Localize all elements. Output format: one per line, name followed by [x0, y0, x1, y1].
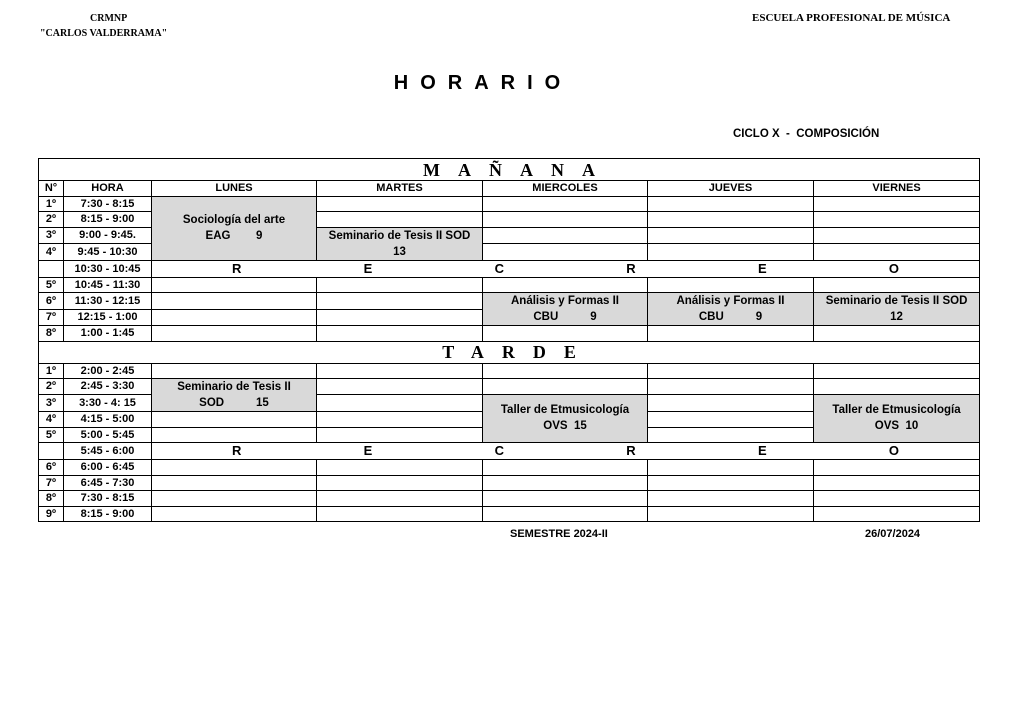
col-header-viernes: VIERNES: [814, 181, 980, 197]
class-miercoles-morning: [483, 293, 648, 326]
empty-cell: [483, 460, 648, 476]
page-title: HORARIO: [393, 72, 573, 94]
empty-cell: [814, 326, 980, 342]
period-number: [39, 260, 64, 277]
period-time: 10:45 - 11:30: [64, 277, 152, 293]
class-name: Seminario de Tesis II: [177, 381, 291, 393]
col-header-jueves: JUEVES: [648, 181, 814, 197]
table-row: [39, 363, 980, 379]
period-time: 6:45 - 7:30: [64, 475, 152, 491]
class-viernes-morning: [814, 293, 980, 326]
empty-cell: [483, 227, 648, 244]
period-time: 12:15 - 1:00: [64, 309, 152, 326]
empty-cell: [483, 326, 648, 342]
period-number: 6º: [39, 293, 64, 310]
empty-cell: [317, 412, 483, 428]
col-header-martes: MARTES: [317, 181, 483, 197]
period-time: 1:00 - 1:45: [64, 326, 152, 342]
period-number: 8º: [39, 491, 64, 507]
recreo-letter: E: [363, 260, 373, 276]
date-label: 26/07/2024: [865, 528, 921, 540]
period-time: 5:00 - 5:45: [64, 427, 152, 443]
empty-cell: [814, 491, 980, 507]
empty-cell: [483, 277, 648, 293]
empty-cell: [483, 244, 648, 261]
period-number: 8º: [39, 326, 64, 342]
recreo-letter: C: [494, 443, 505, 458]
period-time: 8:15 - 9:00: [64, 212, 152, 228]
period-number: 1º: [39, 196, 64, 212]
recreo-label: [152, 443, 980, 460]
table-row: [39, 196, 980, 212]
period-number: 6º: [39, 460, 64, 476]
empty-cell: [152, 475, 317, 491]
empty-cell: [648, 326, 814, 342]
period-number: 7º: [39, 309, 64, 326]
empty-cell: [152, 309, 317, 326]
recreo-letter: R: [626, 260, 636, 276]
period-time: 9:00 - 9:45.: [64, 227, 152, 244]
period-time: 11:30 - 12:15: [64, 293, 152, 310]
class-name: Sociología del arte: [182, 214, 286, 226]
empty-cell: [483, 491, 648, 507]
table-row: [39, 379, 980, 395]
empty-cell: [814, 212, 980, 228]
class-martes-morning: [317, 227, 483, 260]
empty-cell: [317, 475, 483, 491]
recreo-letter: R: [626, 443, 636, 458]
period-number: 7º: [39, 475, 64, 491]
period-number: 3º: [39, 394, 64, 412]
class-name: Taller de Etmusicología: [832, 404, 961, 417]
cycle-label: CICLO X - COMPOSICIÓN: [733, 128, 880, 140]
col-header-number: N°: [39, 181, 64, 197]
school-name: ESCUELA PROFESIONAL DE MÚSICA: [752, 12, 951, 24]
empty-cell: [152, 491, 317, 507]
period-number: 1º: [39, 363, 64, 379]
period-number: 5º: [39, 427, 64, 443]
recreo-letter: R: [232, 443, 242, 458]
period-time: 9:45 - 10:30: [64, 244, 152, 261]
empty-cell: [648, 363, 814, 379]
empty-cell: [814, 363, 980, 379]
org-name: CRMNP: [90, 13, 128, 24]
empty-cell: [483, 506, 648, 522]
empty-cell: [648, 379, 814, 395]
empty-cell: [648, 475, 814, 491]
morning-section-label: MAÑANA: [39, 159, 980, 181]
period-time: 8:15 - 9:00: [64, 506, 152, 522]
period-time: 7:30 - 8:15: [64, 491, 152, 507]
empty-cell: [648, 412, 814, 428]
empty-cell: [648, 212, 814, 228]
class-lunes-afternoon: [152, 379, 317, 412]
class-code: OVS 15: [543, 420, 587, 433]
class-lunes-morning: [152, 196, 317, 260]
recreo-letter: O: [888, 443, 900, 458]
empty-cell: [152, 460, 317, 476]
class-code: SOD 15: [199, 397, 269, 409]
class-code: 13: [393, 245, 406, 258]
period-number: 4º: [39, 412, 64, 428]
class-name: Seminario de Tesis II SOD: [328, 229, 471, 242]
empty-cell: [648, 394, 814, 412]
class-code: OVS 10: [874, 420, 919, 433]
table-row: [39, 460, 980, 476]
empty-cell: [317, 212, 483, 228]
empty-cell: [648, 277, 814, 293]
period-number: 3º: [39, 227, 64, 244]
empty-cell: [648, 506, 814, 522]
empty-cell: [483, 475, 648, 491]
afternoon-section-label: TARDE: [39, 341, 980, 363]
empty-cell: [648, 427, 814, 443]
recreo-row: [39, 260, 980, 277]
class-code: EAG 9: [205, 230, 263, 242]
period-number: [39, 443, 64, 460]
empty-cell: [317, 196, 483, 212]
empty-cell: [152, 412, 317, 428]
schedule-table: [38, 158, 980, 522]
class-code: 12: [890, 311, 903, 323]
empty-cell: [317, 460, 483, 476]
recreo-row: [39, 443, 980, 460]
empty-cell: [814, 244, 980, 261]
class-code: CBU 9: [698, 311, 763, 323]
period-time: 5:45 - 6:00: [64, 443, 152, 460]
class-viernes-afternoon: [814, 394, 980, 443]
class-jueves-morning: [648, 293, 814, 326]
period-number: 2º: [39, 379, 64, 395]
period-number: 9º: [39, 506, 64, 522]
col-header-lunes: LUNES: [152, 181, 317, 197]
period-number: 5º: [39, 277, 64, 293]
recreo-letter: R: [232, 260, 242, 276]
recreo-label: [152, 260, 980, 277]
period-time: 3:30 - 4: 15: [64, 394, 152, 412]
table-row: [39, 491, 980, 507]
period-time: 4:15 - 5:00: [64, 412, 152, 428]
table-row: [39, 506, 980, 522]
empty-cell: [814, 475, 980, 491]
class-miercoles-afternoon: [483, 394, 648, 443]
empty-cell: [317, 379, 483, 395]
empty-cell: [317, 277, 483, 293]
period-time: 2:00 - 2:45: [64, 363, 152, 379]
empty-cell: [814, 506, 980, 522]
table-row: [39, 475, 980, 491]
empty-cell: [648, 244, 814, 261]
empty-cell: [152, 326, 317, 342]
class-code: CBU 9: [533, 311, 597, 323]
empty-cell: [814, 196, 980, 212]
period-number: 4º: [39, 244, 64, 261]
empty-cell: [317, 309, 483, 326]
table-row: [39, 293, 980, 310]
empty-cell: [317, 326, 483, 342]
empty-cell: [483, 379, 648, 395]
recreo-letter: E: [757, 443, 767, 458]
empty-cell: [483, 363, 648, 379]
empty-cell: [648, 491, 814, 507]
recreo-letter: E: [363, 443, 373, 458]
empty-cell: [483, 196, 648, 212]
recreo-letter: C: [494, 260, 505, 276]
empty-cell: [483, 212, 648, 228]
empty-cell: [648, 227, 814, 244]
empty-cell: [317, 394, 483, 412]
class-name: Seminario de Tesis II SOD: [825, 295, 968, 307]
period-time: 2:45 - 3:30: [64, 379, 152, 395]
empty-cell: [648, 196, 814, 212]
org-subname: "CARLOS VALDERRAMA": [40, 28, 168, 39]
col-header-miercoles: MIERCOLES: [483, 181, 648, 197]
empty-cell: [814, 379, 980, 395]
empty-cell: [814, 460, 980, 476]
empty-cell: [317, 427, 483, 443]
empty-cell: [317, 506, 483, 522]
empty-cell: [814, 277, 980, 293]
class-name: Análisis y Formas II: [510, 295, 619, 307]
recreo-letter: E: [757, 260, 767, 276]
table-row: [39, 326, 980, 342]
period-time: 6:00 - 6:45: [64, 460, 152, 476]
empty-cell: [648, 460, 814, 476]
class-name: Taller de Etmusicología: [500, 404, 630, 417]
empty-cell: [317, 491, 483, 507]
semester-label: SEMESTRE 2024-II: [510, 528, 608, 540]
empty-cell: [152, 427, 317, 443]
col-header-hora: HORA: [64, 181, 152, 197]
header-row: [39, 181, 980, 197]
empty-cell: [152, 293, 317, 310]
period-time: 7:30 - 8:15: [64, 196, 152, 212]
empty-cell: [317, 293, 483, 310]
empty-cell: [814, 227, 980, 244]
recreo-letter: O: [888, 260, 900, 276]
empty-cell: [152, 363, 317, 379]
empty-cell: [317, 363, 483, 379]
empty-cell: [152, 506, 317, 522]
empty-cell: [152, 277, 317, 293]
period-time: 10:30 - 10:45: [64, 260, 152, 277]
class-name: Análisis y Formas II: [676, 295, 785, 307]
table-row: [39, 277, 980, 293]
period-number: 2º: [39, 212, 64, 228]
